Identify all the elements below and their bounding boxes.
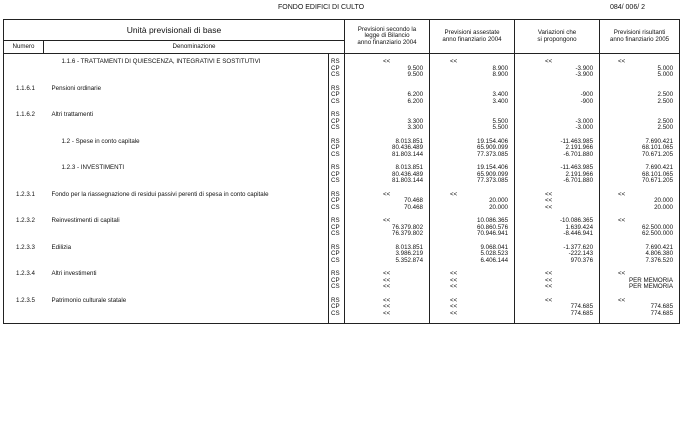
table-row xyxy=(4,211,680,238)
amount-value: -3.000 xyxy=(575,117,594,125)
amount-value: PER MEMORIA xyxy=(629,276,674,284)
row-variazioni xyxy=(515,105,600,132)
row-prev2004 xyxy=(345,79,430,106)
row-prev2004 xyxy=(345,158,430,185)
amount-value: 6.406.144 xyxy=(480,256,509,264)
no-value-marker: << xyxy=(450,296,458,304)
amount-value: 6.200 xyxy=(407,97,424,105)
amount-value: 970.376 xyxy=(570,256,594,264)
amount-value: 77.373.085 xyxy=(477,150,509,158)
row-assestate xyxy=(430,185,515,212)
page-header xyxy=(0,4,655,16)
no-value-marker: << xyxy=(545,203,553,211)
amount-value: PER MEMORIA xyxy=(629,283,674,290)
amount-value: 2.191.966 xyxy=(565,170,594,178)
row-prev2004 xyxy=(345,238,430,265)
amount-value: 3.300 xyxy=(407,117,424,125)
row-prev2005 xyxy=(600,79,680,106)
row-codes xyxy=(329,54,345,79)
code-label: CP xyxy=(331,276,340,284)
row-denominazione: Altri trattamenti xyxy=(44,105,329,132)
amount-value: 8.013.851 xyxy=(395,243,424,251)
amount-cell xyxy=(430,311,508,318)
row-numero: 1.2.3.1 xyxy=(4,185,44,212)
amount-value: 8.013.851 xyxy=(395,164,424,171)
row-variazioni xyxy=(515,158,600,185)
amount-value: 80.436.489 xyxy=(392,144,424,151)
row-prev2005 xyxy=(600,291,680,324)
amount-value: 20.000 xyxy=(654,197,674,204)
code-label: CS xyxy=(331,97,340,105)
no-value-marker: << xyxy=(545,58,553,65)
amount-value: 3.400 xyxy=(492,91,509,98)
code-label: CS xyxy=(331,283,340,290)
code-label: RS xyxy=(331,84,340,92)
row-codes xyxy=(329,132,345,159)
amount-value: 2.500 xyxy=(657,91,674,98)
amount-value: 3.300 xyxy=(407,124,424,131)
amount-value: 7.376.520 xyxy=(645,256,674,264)
no-value-marker: << xyxy=(383,270,391,277)
row-codes xyxy=(329,211,345,238)
amount-value: 5.000 xyxy=(657,64,674,72)
row-prev2005 xyxy=(600,132,680,159)
assestate-header: Previsioni assestate anno finanziario 2004 xyxy=(430,20,515,54)
row-variazioni xyxy=(515,211,600,238)
amount-value: -10.086.365 xyxy=(559,217,594,224)
amount-value: 774.685 xyxy=(650,309,674,317)
variazioni-header: Variazioni che si propongono xyxy=(515,20,600,54)
code-label: CP xyxy=(331,144,340,151)
amount-value: 70.671.205 xyxy=(642,177,674,184)
amount-value: 60.860.576 xyxy=(477,223,509,231)
amount-value: -6.701.880 xyxy=(563,177,594,184)
code-label: CP xyxy=(331,64,340,72)
row-assestate xyxy=(430,79,515,106)
amount-value: 2.500 xyxy=(657,124,674,131)
amount-value: 70.671.205 xyxy=(642,150,674,158)
unit-header: Unità previsionali di base xyxy=(4,20,345,41)
amount-value: -900 xyxy=(580,91,594,98)
amount-value: 68.101.065 xyxy=(642,144,674,151)
code-label: CP xyxy=(331,223,340,231)
row-prev2005 xyxy=(600,105,680,132)
row-variazioni xyxy=(515,291,600,324)
amount-value: -8.446.941 xyxy=(563,230,594,237)
row-denominazione: Edilizia xyxy=(44,238,329,265)
row-numero: 1.2.3.2 xyxy=(4,211,44,238)
amount-value: 3.986.219 xyxy=(395,250,424,257)
code-label: CP xyxy=(331,91,340,98)
row-prev2004 xyxy=(345,105,430,132)
no-value-marker: << xyxy=(383,217,391,224)
row-denominazione: Reinvestimenti di capitali xyxy=(44,211,329,238)
no-value-marker: << xyxy=(450,270,458,277)
row-prev2005 xyxy=(600,185,680,212)
no-value-marker: << xyxy=(618,270,626,277)
row-denominazione: Fondo per la riassegnazione di residui passivi perenti di spesa in conto capitale xyxy=(44,185,329,212)
row-prev2005 xyxy=(600,264,680,291)
amount-value: -3.900 xyxy=(575,71,594,78)
amount-value: 68.101.065 xyxy=(642,170,674,178)
no-value-marker: << xyxy=(450,283,458,290)
amount-value: -3.900 xyxy=(575,64,594,72)
row-prev2004 xyxy=(345,185,430,212)
amount-value: 774.685 xyxy=(650,303,674,310)
code-label: CS xyxy=(331,150,340,158)
amount-value: 5.000 xyxy=(657,71,674,78)
code-label: CP xyxy=(331,197,340,204)
row-assestate xyxy=(430,158,515,185)
row-assestate xyxy=(430,291,515,324)
amount-value: 65.909.099 xyxy=(477,144,509,151)
amount-value: 3.400 xyxy=(492,97,509,105)
row-prev2004 xyxy=(345,211,430,238)
row-prev2005 xyxy=(600,158,680,185)
no-value-marker: << xyxy=(383,190,391,198)
row-denominazione: 1.1.6 - TRATTAMENTI DI QUIESCENZA, INTEGRATIVI E SOSTITUTIVI xyxy=(44,54,329,79)
row-numero: 1.2.3.4 xyxy=(4,264,44,291)
code-label: CP xyxy=(331,117,340,125)
code-label: CS xyxy=(331,124,340,131)
row-assestate xyxy=(430,54,515,79)
table-row xyxy=(4,79,680,106)
row-variazioni xyxy=(515,79,600,106)
amount-value: 5.500 xyxy=(492,117,509,125)
row-variazioni xyxy=(515,132,600,159)
code-label: RS xyxy=(331,296,340,304)
row-numero xyxy=(4,54,44,79)
code-label: CP xyxy=(331,303,340,310)
code-label: CS xyxy=(331,71,340,78)
no-value-marker: << xyxy=(383,303,391,310)
amount-value: 20.000 xyxy=(489,197,509,204)
no-value-marker: << xyxy=(383,276,391,284)
numero-header: Numero xyxy=(4,41,44,54)
row-numero: 1.2.3.3 xyxy=(4,238,44,265)
amount-value: 81.803.144 xyxy=(392,177,424,184)
amount-value: 62.500.000 xyxy=(642,223,674,231)
row-prev2005 xyxy=(600,54,680,79)
row-numero xyxy=(4,158,44,185)
code-label: RS xyxy=(331,111,340,118)
row-variazioni xyxy=(515,264,600,291)
amount-value: 9.068.041 xyxy=(480,243,509,251)
no-value-marker: << xyxy=(450,58,458,65)
amount-value: 774.685 xyxy=(570,309,594,317)
row-denominazione: Pensioni ordinarie xyxy=(44,79,329,106)
no-value-marker: << xyxy=(545,190,553,198)
amount-value: 774.685 xyxy=(570,303,594,310)
amount-value: -1.377.620 xyxy=(563,243,594,251)
code-label: RS xyxy=(331,190,340,198)
no-value-marker: << xyxy=(618,58,626,65)
row-prev2004 xyxy=(345,264,430,291)
code-label: RS xyxy=(331,243,340,251)
amount-value: 70.468 xyxy=(404,203,424,211)
code-label: CS xyxy=(331,203,340,211)
table-header xyxy=(4,20,680,54)
budget-table xyxy=(3,19,680,324)
table-row xyxy=(4,105,680,132)
row-codes xyxy=(329,158,345,185)
amount-value: 10.086.365 xyxy=(477,217,509,224)
code-label: CS xyxy=(331,309,340,317)
table-row xyxy=(4,54,680,79)
page-code: 084/ 006/ 2 xyxy=(609,4,645,11)
amount-value: 7.690.421 xyxy=(645,164,674,171)
amount-value: 77.373.085 xyxy=(477,177,509,184)
no-value-marker: << xyxy=(618,190,626,198)
no-value-marker: << xyxy=(450,303,458,310)
table-row xyxy=(4,238,680,265)
amount-value: 76.379.802 xyxy=(392,230,424,237)
no-value-marker: << xyxy=(450,309,458,317)
row-denominazione: Patrimonio culturale statale xyxy=(44,291,329,324)
amount-value: 70.468 xyxy=(404,197,424,204)
row-assestate xyxy=(430,105,515,132)
amount-value: 5.500 xyxy=(492,124,509,131)
amount-value: 8.013.851 xyxy=(395,137,424,145)
amount-cell xyxy=(345,311,423,318)
amount-value: -11.463.985 xyxy=(560,164,594,171)
table-row xyxy=(4,264,680,291)
no-value-marker: << xyxy=(545,276,553,284)
amount-value: -900 xyxy=(580,97,594,105)
no-value-marker: << xyxy=(545,197,553,204)
amount-value: -11.463.985 xyxy=(560,137,594,145)
amount-value: 80.436.489 xyxy=(392,170,424,178)
code-label: CP xyxy=(331,250,340,257)
code-label: CS xyxy=(331,256,340,264)
amount-value: 5.028.523 xyxy=(480,250,509,257)
amount-value: 20.000 xyxy=(489,203,509,211)
row-denominazione: Altri investimenti xyxy=(44,264,329,291)
amount-value: -222.143 xyxy=(568,250,594,257)
table-row xyxy=(4,291,680,324)
amount-value: 7.690.421 xyxy=(645,137,674,145)
row-denominazione: 1.2 - Spese in conto capitale xyxy=(44,132,329,159)
no-value-marker: << xyxy=(450,190,458,198)
code-label: RS xyxy=(331,58,340,65)
row-codes xyxy=(329,79,345,106)
row-assestate xyxy=(430,132,515,159)
row-assestate xyxy=(430,264,515,291)
amount-value: 2.500 xyxy=(657,117,674,125)
row-numero xyxy=(4,132,44,159)
amount-value: 8.900 xyxy=(492,71,509,78)
table-row xyxy=(4,158,680,185)
code-label: RS xyxy=(331,137,340,145)
no-value-marker: << xyxy=(383,283,391,290)
row-assestate xyxy=(430,238,515,265)
code-label: CS xyxy=(331,230,340,237)
prev2004-header: Previsioni secondo la legge di Bilancio anno finanziario 2004 xyxy=(345,20,430,54)
amount-value: 6.200 xyxy=(407,91,424,98)
row-variazioni xyxy=(515,54,600,79)
no-value-marker: << xyxy=(618,217,626,224)
no-value-marker: << xyxy=(545,296,553,304)
row-prev2004 xyxy=(345,132,430,159)
table-row xyxy=(4,132,680,159)
no-value-marker: << xyxy=(618,296,626,304)
amount-value: 1.639.424 xyxy=(565,223,594,231)
row-prev2004 xyxy=(345,54,430,79)
row-prev2005 xyxy=(600,238,680,265)
amount-value: 20.000 xyxy=(654,203,674,211)
row-prev2004 xyxy=(345,291,430,324)
amount-value: 19.154.406 xyxy=(477,137,509,145)
row-numero: 1.1.6.2 xyxy=(4,105,44,132)
no-value-marker: << xyxy=(545,283,553,290)
no-value-marker: << xyxy=(450,276,458,284)
code-label: RS xyxy=(331,217,340,224)
amount-value: -6.701.880 xyxy=(563,150,594,158)
row-codes xyxy=(329,105,345,132)
no-value-marker: << xyxy=(383,58,391,65)
amount-value: 9.500 xyxy=(407,64,424,72)
row-denominazione: 1.2.3 - INVESTIMENTI xyxy=(44,158,329,185)
document-title: FONDO EDIFICI DI CULTO xyxy=(278,4,365,11)
amount-value: 65.909.099 xyxy=(477,170,509,178)
amount-value: 5.352.874 xyxy=(395,256,424,264)
amount-value: 2.500 xyxy=(657,97,674,105)
amount-value: 9.500 xyxy=(407,71,424,78)
row-variazioni xyxy=(515,238,600,265)
row-numero: 1.1.6.1 xyxy=(4,79,44,106)
row-assestate xyxy=(430,211,515,238)
amount-value: 4.806.380 xyxy=(645,250,674,257)
amount-value: 81.803.144 xyxy=(392,150,424,158)
row-codes xyxy=(329,264,345,291)
amount-value: 7.690.421 xyxy=(645,243,674,251)
table-row xyxy=(4,185,680,212)
row-codes xyxy=(329,238,345,265)
amount-value: 70.946.941 xyxy=(477,230,509,237)
no-value-marker: << xyxy=(545,270,553,277)
row-codes xyxy=(329,291,345,324)
prev2005-header: Previsioni risultanti anno finanziario 2005 xyxy=(600,20,680,54)
code-label: CS xyxy=(331,177,340,184)
table-body xyxy=(4,54,680,324)
denominazione-header: Denominazione xyxy=(44,41,345,54)
code-label: RS xyxy=(331,164,340,171)
row-variazioni xyxy=(515,185,600,212)
amount-value: 76.379.802 xyxy=(392,223,424,231)
no-value-marker: << xyxy=(383,309,391,317)
code-label: RS xyxy=(331,270,340,277)
row-codes xyxy=(329,185,345,212)
amount-value: 19.154.406 xyxy=(477,164,509,171)
row-numero: 1.2.3.5 xyxy=(4,291,44,324)
row-prev2005 xyxy=(600,211,680,238)
no-value-marker: << xyxy=(383,296,391,304)
amount-value: 8.900 xyxy=(492,64,509,72)
amount-value: 62.500.000 xyxy=(642,230,674,237)
amount-value: 2.191.966 xyxy=(565,144,594,151)
code-label: CP xyxy=(331,170,340,178)
amount-value: -3.000 xyxy=(575,124,594,131)
